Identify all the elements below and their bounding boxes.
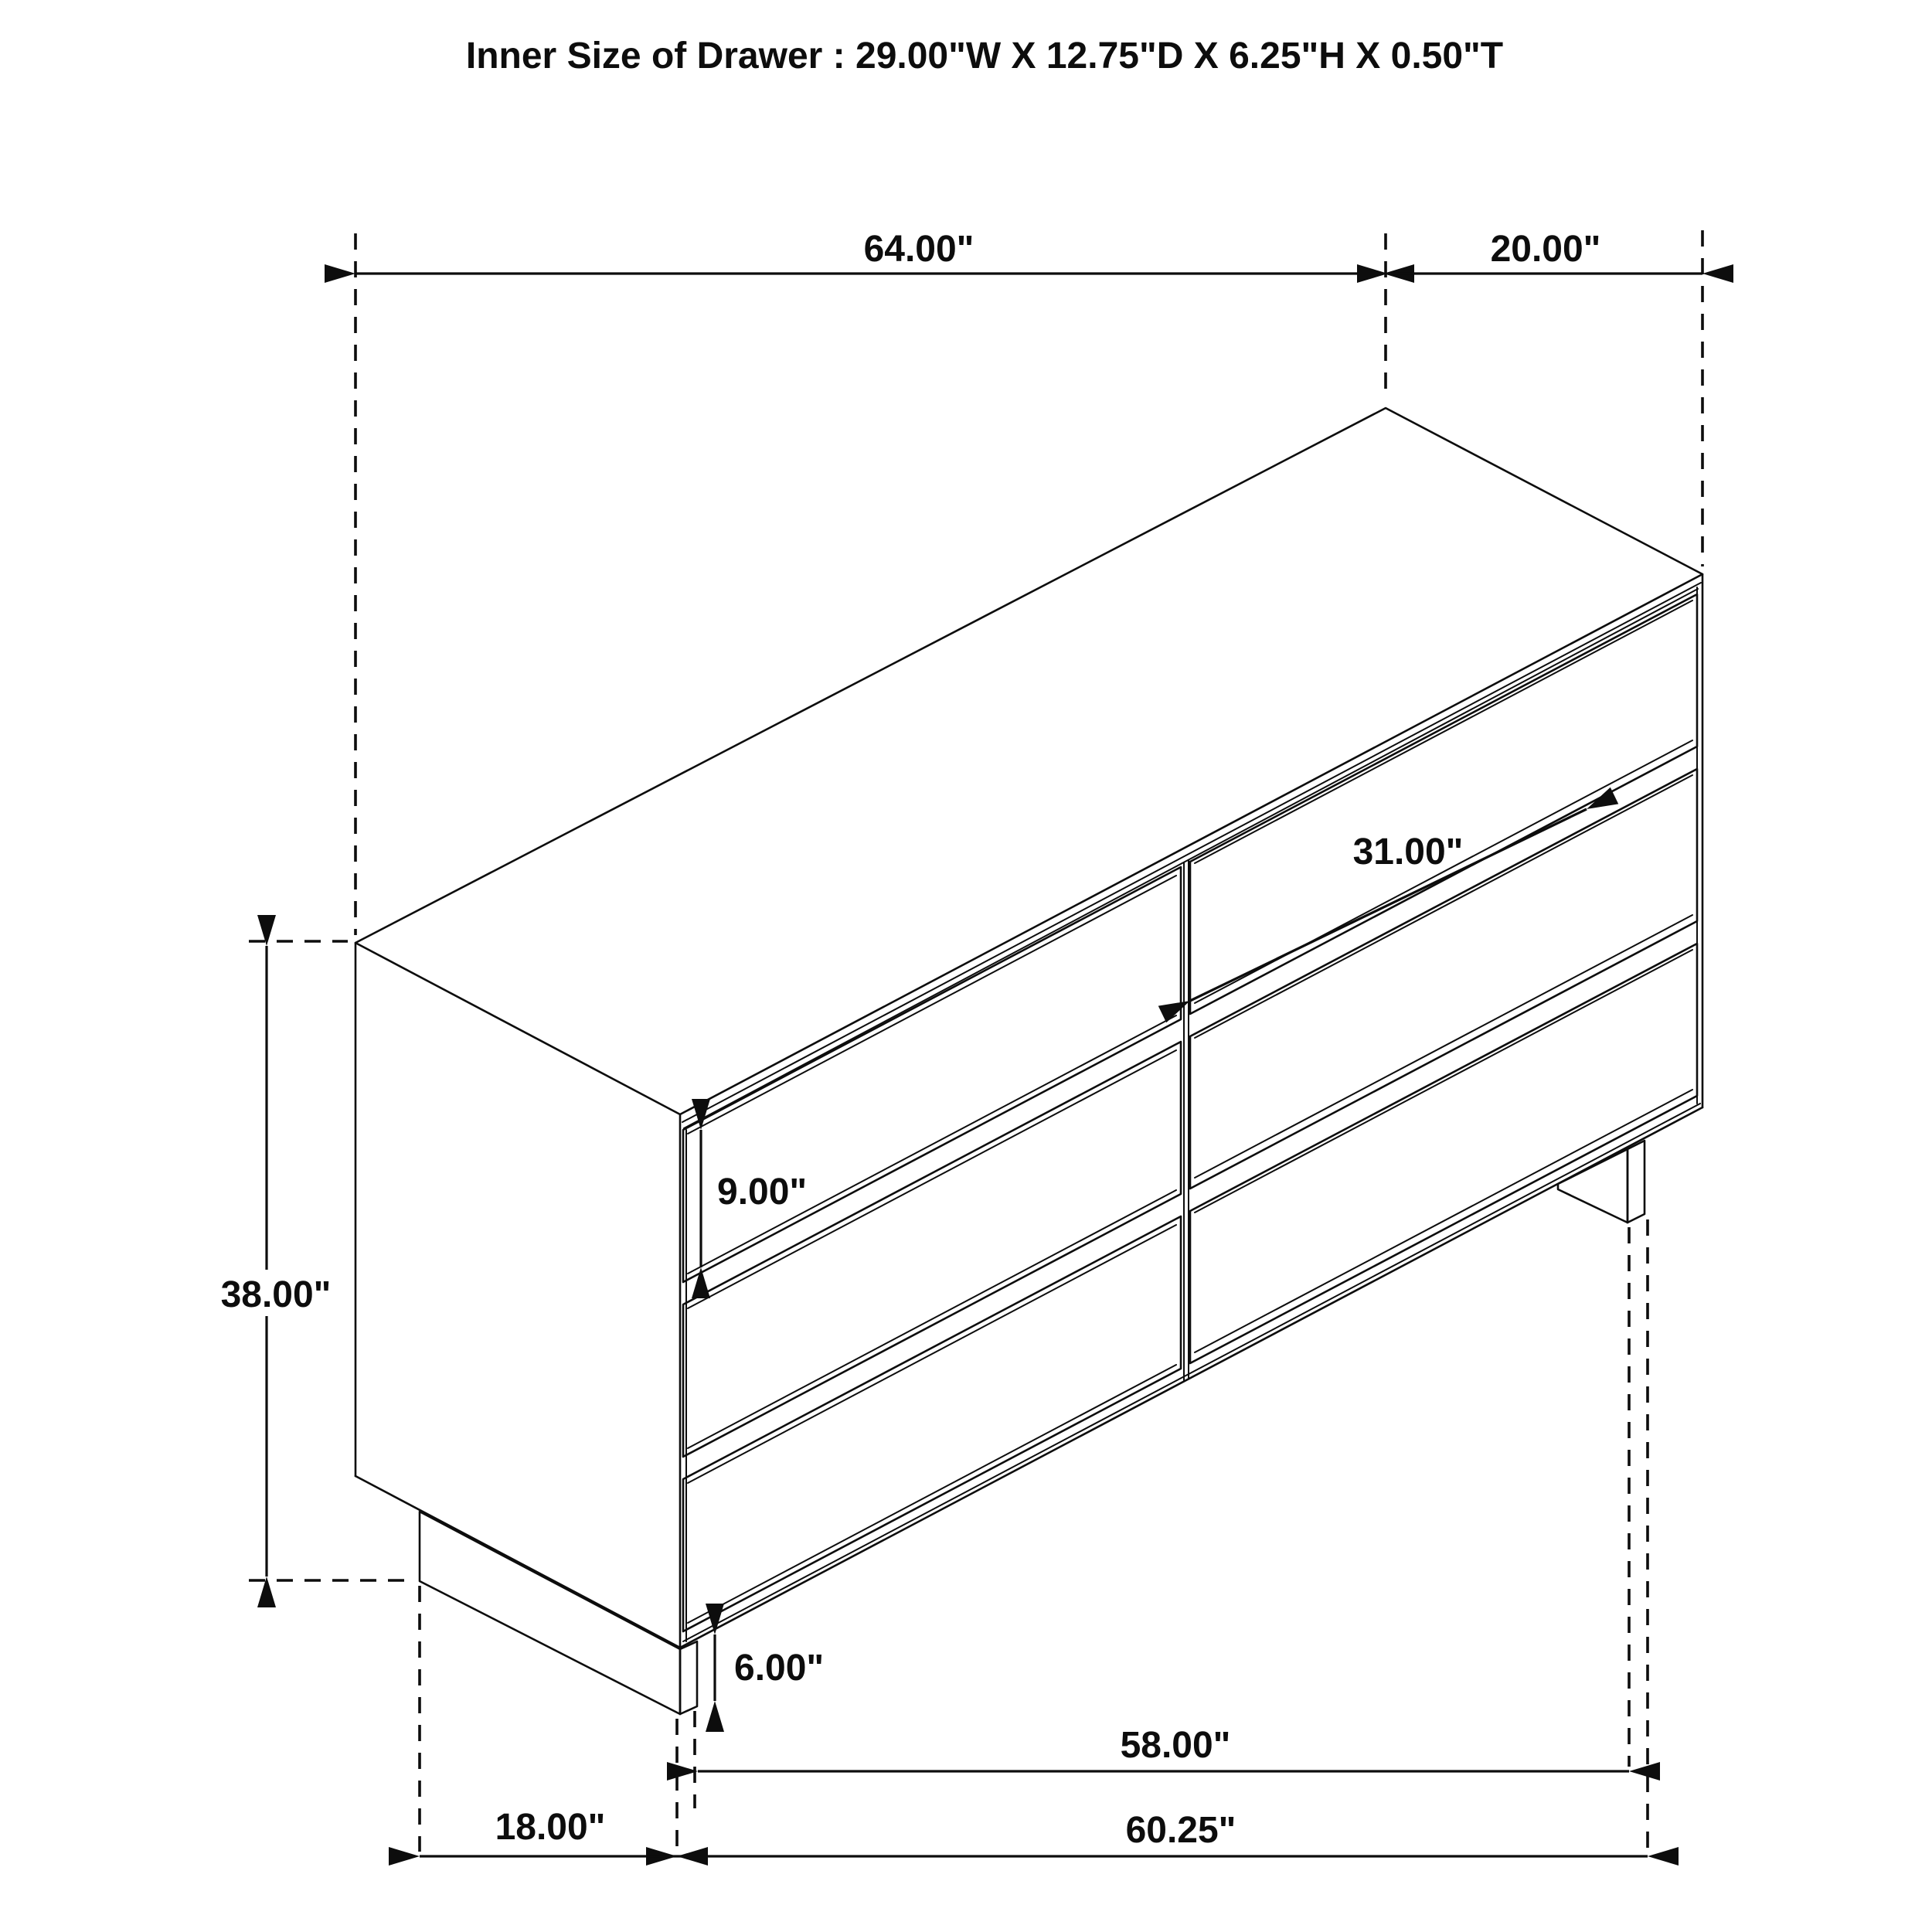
outer-base-span-label: 60.25" bbox=[1125, 1810, 1236, 1851]
carcass-bottom-edge-inner bbox=[683, 1104, 1700, 1641]
base-plinth-left bbox=[420, 1512, 697, 1714]
dresser-drawing bbox=[355, 408, 1702, 1714]
top-band-line-1 bbox=[682, 583, 1701, 1122]
drawer-top-left bbox=[683, 867, 1181, 1282]
dimension-depth bbox=[1388, 229, 1702, 274]
dresser-top-face bbox=[355, 408, 1702, 1114]
drawer-face-height-label: 9.00" bbox=[717, 1172, 808, 1213]
inner-base-span-label: 58.00" bbox=[1120, 1725, 1231, 1766]
dimension-inner-base-span bbox=[698, 1725, 1629, 1771]
dimension-side-leg-offset bbox=[420, 1807, 677, 1856]
projection-guides bbox=[249, 230, 1702, 1852]
dimension-overall-height bbox=[215, 946, 337, 1577]
dimension-outer-base-span bbox=[677, 1810, 1648, 1856]
dimension-drawer-front-width bbox=[1190, 809, 1587, 1001]
diagram-title: Inner Size of Drawer : 29.00"W X 12.75"D X 6.25"H X 0.50"T bbox=[465, 36, 1504, 77]
dimension-leg-height bbox=[715, 1634, 824, 1701]
side-leg-offset-label: 18.00" bbox=[495, 1807, 606, 1848]
drawer-bottom-left bbox=[683, 1216, 1181, 1631]
depth-label: 20.00" bbox=[1490, 229, 1601, 270]
left-panel-bottom-edge bbox=[355, 1476, 680, 1648]
front-left-leg bbox=[680, 1641, 697, 1714]
overall-width-label: 64.00" bbox=[863, 229, 975, 270]
overall-height-label: 38.00" bbox=[220, 1274, 332, 1315]
dimension-overall-width bbox=[355, 229, 1383, 274]
drawer-front-width-label: 31.00" bbox=[1352, 832, 1464, 872]
drawer-middle-left bbox=[683, 1042, 1181, 1457]
leg-height-label: 6.00" bbox=[734, 1648, 825, 1689]
